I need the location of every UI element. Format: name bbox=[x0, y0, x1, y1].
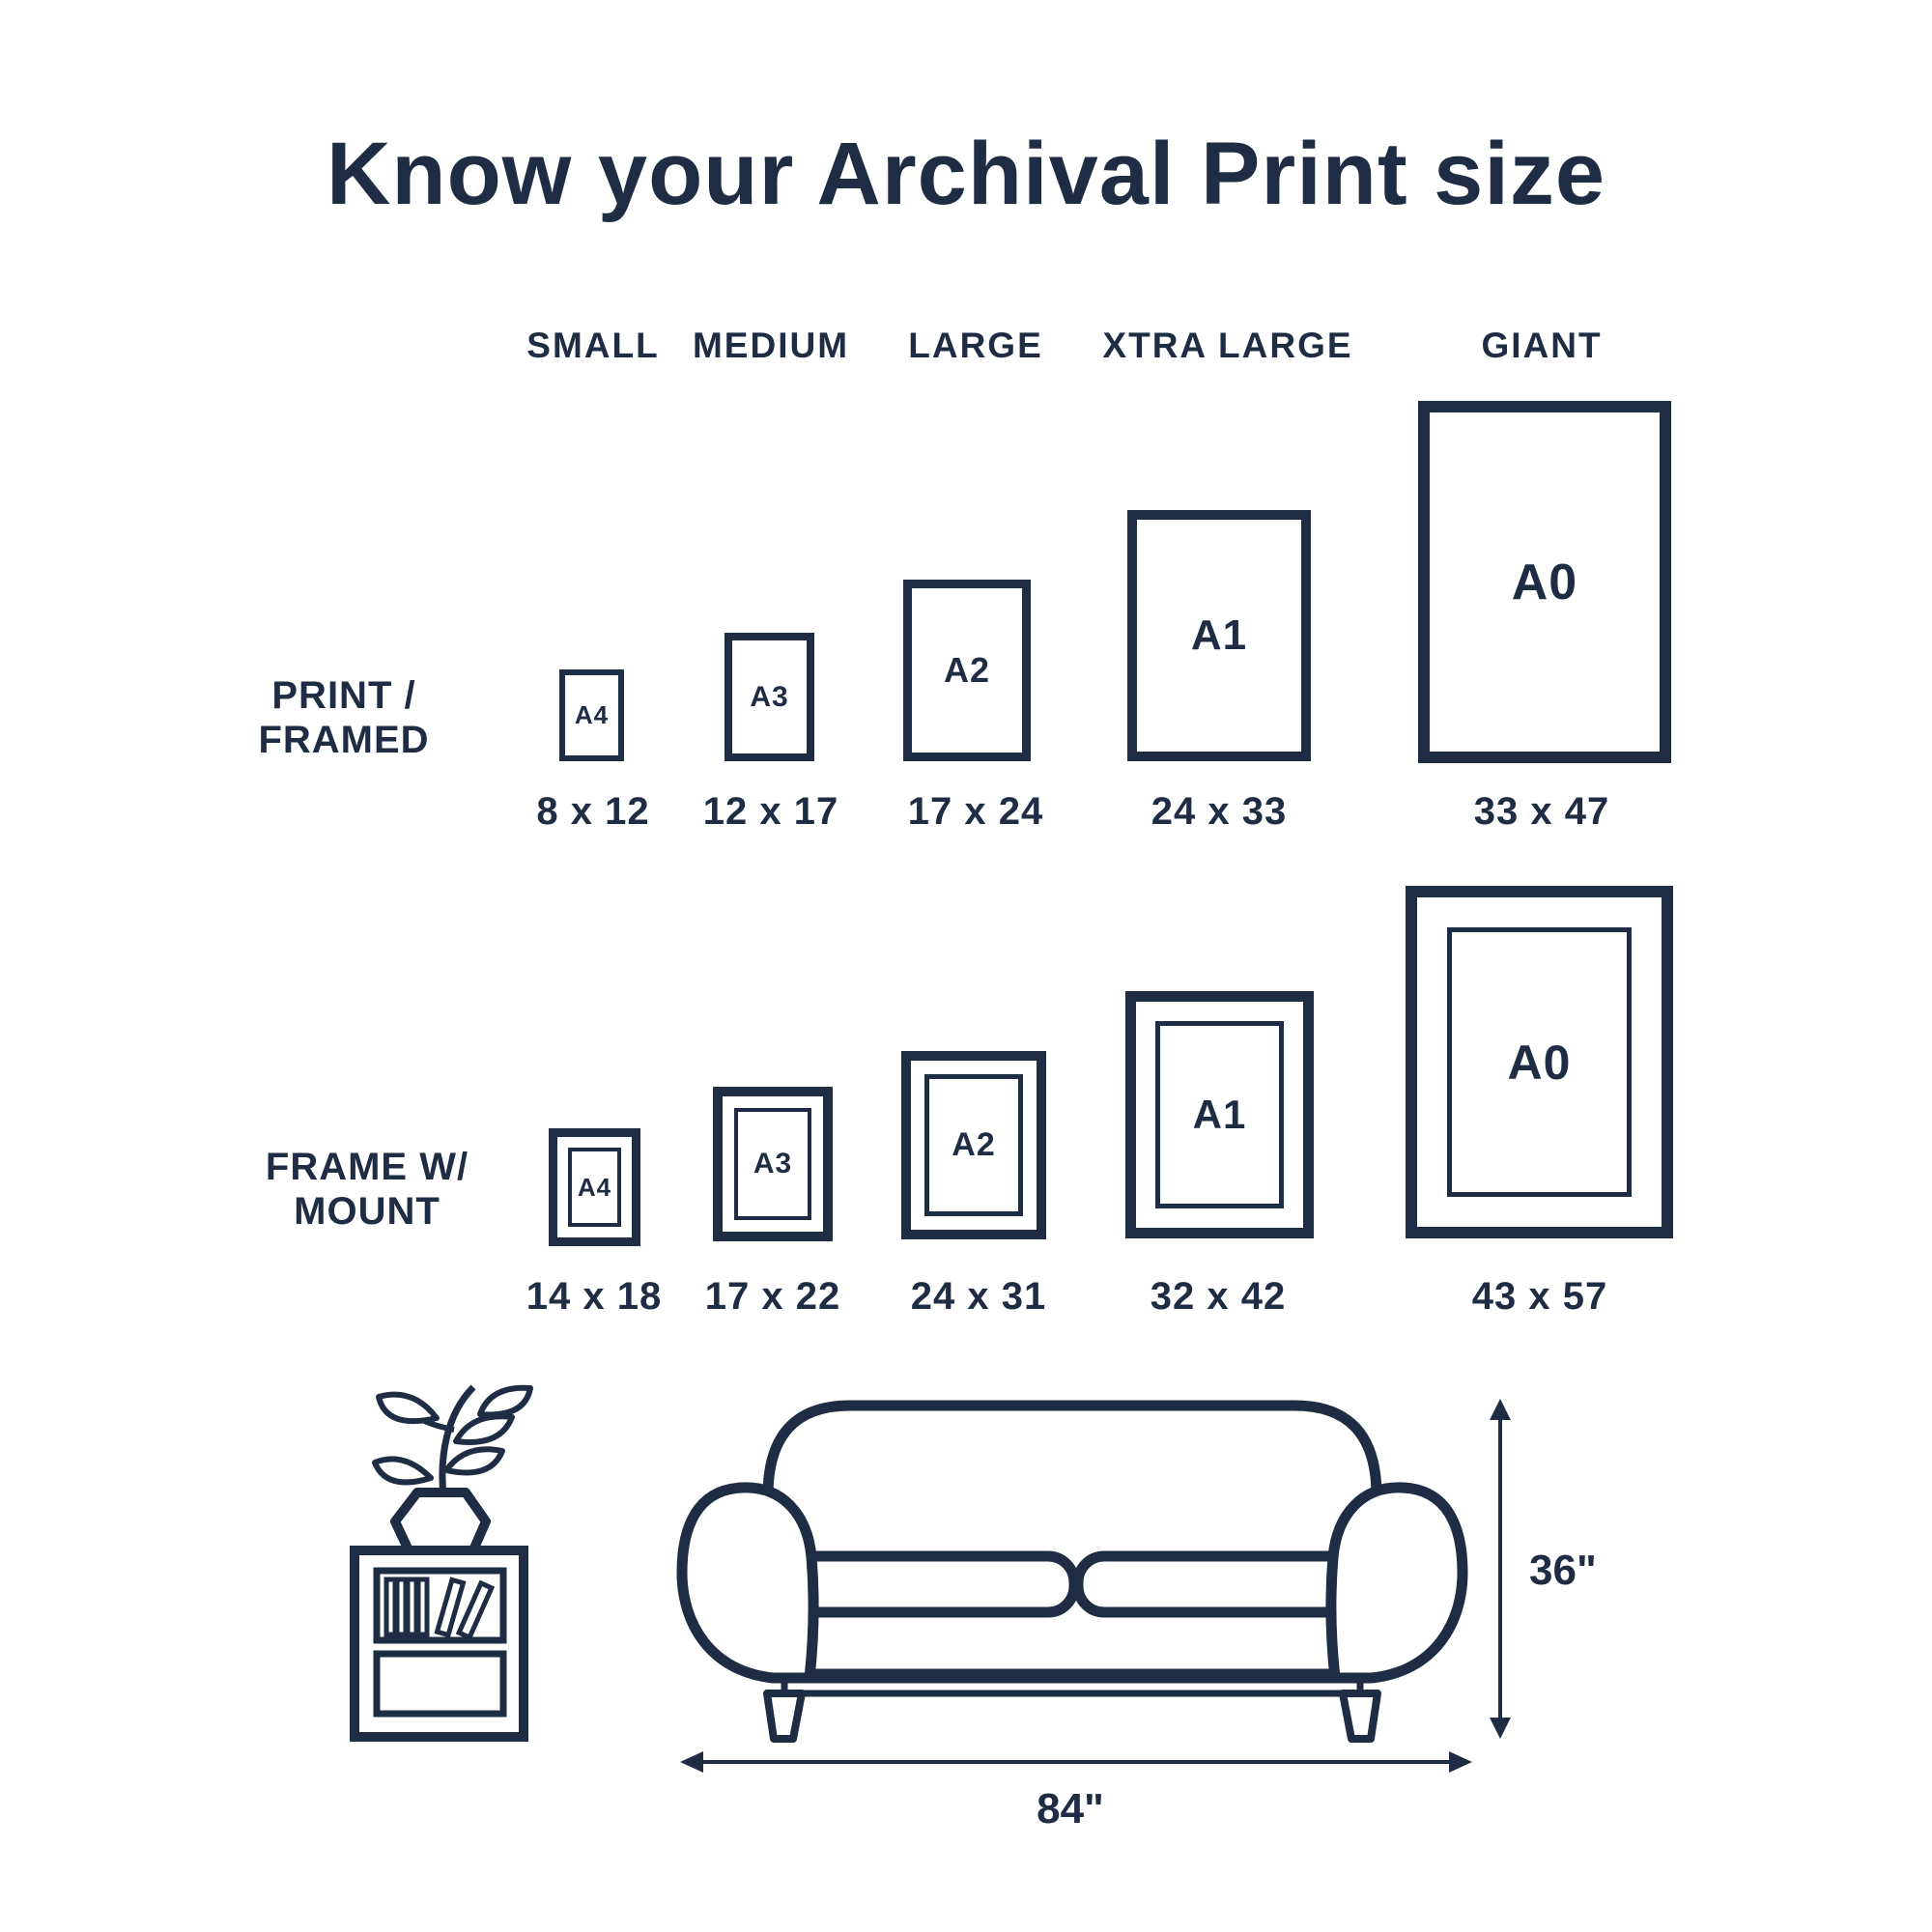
frame-box-a2 bbox=[901, 1051, 1046, 1239]
frame-box-a0-label: A0 bbox=[1507, 1035, 1572, 1090]
print-box-a0-label: A0 bbox=[1511, 554, 1578, 611]
sofa-width-label: 84" bbox=[1037, 1785, 1104, 1833]
column-header-xtra-large: XTRA LARGE bbox=[1102, 326, 1353, 365]
row-label-frame-mount bbox=[266, 1145, 469, 1234]
print-box-a4-label: A4 bbox=[574, 700, 610, 729]
column-header-small: SMALL bbox=[526, 326, 660, 365]
room-scale-illustration bbox=[290, 1357, 1662, 1831]
frame-box-a1 bbox=[1125, 991, 1314, 1238]
frame-size-xtra-large: 32 x 42 bbox=[1150, 1275, 1287, 1318]
width-arrow-icon bbox=[680, 1751, 1472, 1773]
sofa-icon bbox=[682, 1406, 1463, 1739]
sofa-height-label: 36" bbox=[1529, 1547, 1597, 1594]
print-size-large: 17 x 24 bbox=[907, 790, 1044, 833]
row-label-frame-line2: MOUNT bbox=[294, 1190, 440, 1233]
side-table-icon bbox=[355, 1550, 524, 1737]
print-box-a3-label: A3 bbox=[750, 680, 789, 713]
frame-size-medium: 17 x 22 bbox=[704, 1275, 841, 1318]
frame-box-a4 bbox=[549, 1128, 640, 1246]
row-label-print-line1: PRINT / bbox=[271, 674, 416, 717]
column-header-large: LARGE bbox=[908, 326, 1043, 365]
frame-box-a1-mount bbox=[1155, 1021, 1284, 1208]
print-box-a3 bbox=[724, 633, 814, 761]
row-label-print-framed bbox=[258, 673, 429, 762]
print-size-medium: 12 x 17 bbox=[702, 790, 839, 833]
frame-box-a3-label: A3 bbox=[753, 1148, 793, 1179]
print-size-xtra-large: 24 x 33 bbox=[1151, 790, 1288, 833]
column-header-medium: MEDIUM bbox=[692, 326, 850, 365]
print-box-a1 bbox=[1127, 510, 1311, 761]
frame-size-giant: 43 x 57 bbox=[1471, 1275, 1608, 1318]
frame-box-a4-mount bbox=[568, 1148, 621, 1227]
frame-box-a2-mount bbox=[924, 1074, 1023, 1216]
height-arrow-icon bbox=[1490, 1399, 1511, 1739]
frame-box-a4-label: A4 bbox=[577, 1172, 612, 1202]
row-label-print-line2: FRAMED bbox=[258, 719, 430, 761]
frame-box-a0 bbox=[1406, 886, 1673, 1238]
print-box-a2-label: A2 bbox=[943, 650, 991, 690]
frame-box-a0-mount bbox=[1447, 927, 1632, 1197]
frame-size-large: 24 x 31 bbox=[910, 1275, 1047, 1318]
frame-box-a2-label: A2 bbox=[952, 1126, 996, 1163]
print-box-a4 bbox=[559, 669, 624, 761]
frame-box-a3 bbox=[713, 1087, 833, 1241]
vase-icon bbox=[395, 1492, 486, 1552]
print-size-small: 8 x 12 bbox=[536, 790, 650, 833]
frame-size-small: 14 x 18 bbox=[526, 1275, 663, 1318]
column-header-giant: GIANT bbox=[1481, 326, 1603, 365]
frame-box-a1-label: A1 bbox=[1192, 1092, 1247, 1137]
row-label-frame-line1: FRAME W/ bbox=[265, 1146, 469, 1188]
plant-icon bbox=[375, 1387, 530, 1495]
print-box-a0 bbox=[1418, 401, 1671, 763]
page-title: Know your Archival Print size bbox=[326, 125, 1606, 223]
print-box-a2 bbox=[903, 580, 1031, 761]
print-size-giant: 33 x 47 bbox=[1473, 790, 1610, 833]
frame-box-a3-mount bbox=[734, 1108, 811, 1220]
print-box-a1-label: A1 bbox=[1190, 611, 1248, 659]
